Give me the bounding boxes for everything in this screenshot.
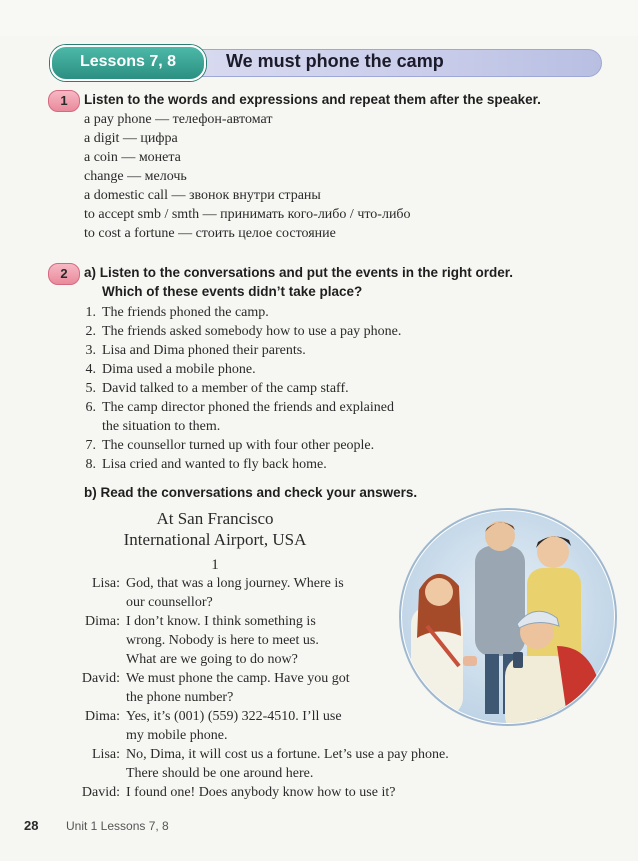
exercise-2-badge: 2 — [48, 263, 80, 285]
event-item: The friends asked somebody how to use a pay phone. — [102, 324, 402, 339]
conversation-heading-line2: International Airport, USA — [123, 530, 307, 549]
speaker-label: Lisa: — [92, 747, 120, 762]
event-number: 7. — [85, 438, 96, 453]
vocab-item: a pay phone — телефон-автомат — [84, 112, 273, 127]
speaker-label: David: — [81, 785, 120, 800]
dialogue-line: wrong. Nobody is here to meet us. — [126, 633, 319, 648]
dialogue-line: There should be one around here. — [126, 766, 314, 781]
dialogue-line: my mobile phone. — [126, 728, 228, 743]
event-number: 6. — [85, 400, 96, 415]
speaker-label: Dima: — [85, 614, 120, 629]
vocab-item: a digit — цифра — [84, 131, 178, 146]
vocab-item: to cost a fortune — стоить целое состояние — [84, 226, 336, 241]
lesson-tab: Lessons 7, 8 — [50, 45, 206, 81]
dialogue-line: the phone number? — [126, 690, 234, 705]
event-number: 3. — [85, 343, 96, 358]
exercise-2a-question: Which of these events didn’t take place? — [102, 284, 363, 299]
conversation-number: 1 — [211, 557, 219, 573]
footer-unit-label: Unit 1 Lessons 7, 8 — [66, 819, 169, 833]
event-number: 8. — [85, 457, 96, 472]
dialogue-line: No, Dima, it will cost us a fortune. Let’s use a pay phone. — [126, 747, 449, 762]
dialogue-line: What are we going to do now? — [126, 652, 298, 667]
event-item: Lisa cried and wanted to fly back home. — [102, 457, 327, 472]
speaker-label: Dima: — [85, 709, 120, 724]
event-item: The friends phoned the camp. — [102, 305, 269, 320]
event-number: 5. — [85, 381, 96, 396]
dialogue-line: I don’t know. I think something is — [126, 614, 316, 629]
dialogue-line: We must phone the camp. Have you got — [126, 671, 350, 686]
exercise-1-instruction: Listen to the words and expressions and repeat them after the speaker. — [84, 92, 541, 107]
speaker-label: Lisa: — [92, 576, 120, 591]
vocab-item: a coin — монета — [84, 150, 181, 165]
speaker-label: David: — [81, 671, 120, 686]
event-number: 1. — [85, 305, 96, 320]
dialogue-line: God, that was a long journey. Where is — [126, 576, 344, 591]
dialogue-line: I found one! Does anybody know how to use it? — [126, 785, 396, 800]
vocab-item: change — мелочь — [84, 169, 187, 184]
event-item-continued: the situation to them. — [102, 419, 221, 434]
top-band — [0, 0, 638, 36]
vocab-item: a domestic call — звонок внутри страны — [84, 188, 321, 203]
exercise-2b-instruction: b) Read the conversations and check your answers. — [84, 485, 418, 500]
dialogue-line: our counsellor? — [126, 595, 213, 610]
teens-illustration — [397, 506, 619, 728]
event-item: The counsellor turned up with four other people. — [102, 438, 375, 453]
exercise-2a-instruction: a) Listen to the conversations and put the events in the right order. — [84, 265, 514, 280]
dialogue-line: Yes, it’s (001) (559) 322-4510. I’ll use — [126, 709, 342, 724]
event-number: 2. — [85, 324, 96, 339]
lesson-header — [50, 45, 600, 77]
event-item: David talked to a member of the camp staff. — [102, 381, 349, 396]
mobile-phone — [513, 652, 523, 668]
event-item: The camp director phoned the friends and explained — [102, 400, 394, 415]
conversation-heading-line1: At San Francisco — [156, 509, 274, 528]
page-number: 28 — [24, 818, 39, 833]
vocab-item: to accept smb / smth — принимать кого-либо / что-либо — [84, 207, 411, 222]
exercise-1-badge: 1 — [48, 90, 80, 112]
event-item: Dima used a mobile phone. — [102, 362, 256, 377]
event-item: Lisa and Dima phoned their parents. — [102, 343, 306, 358]
event-number: 4. — [85, 362, 96, 377]
lesson-title: We must phone the camp — [226, 51, 444, 71]
